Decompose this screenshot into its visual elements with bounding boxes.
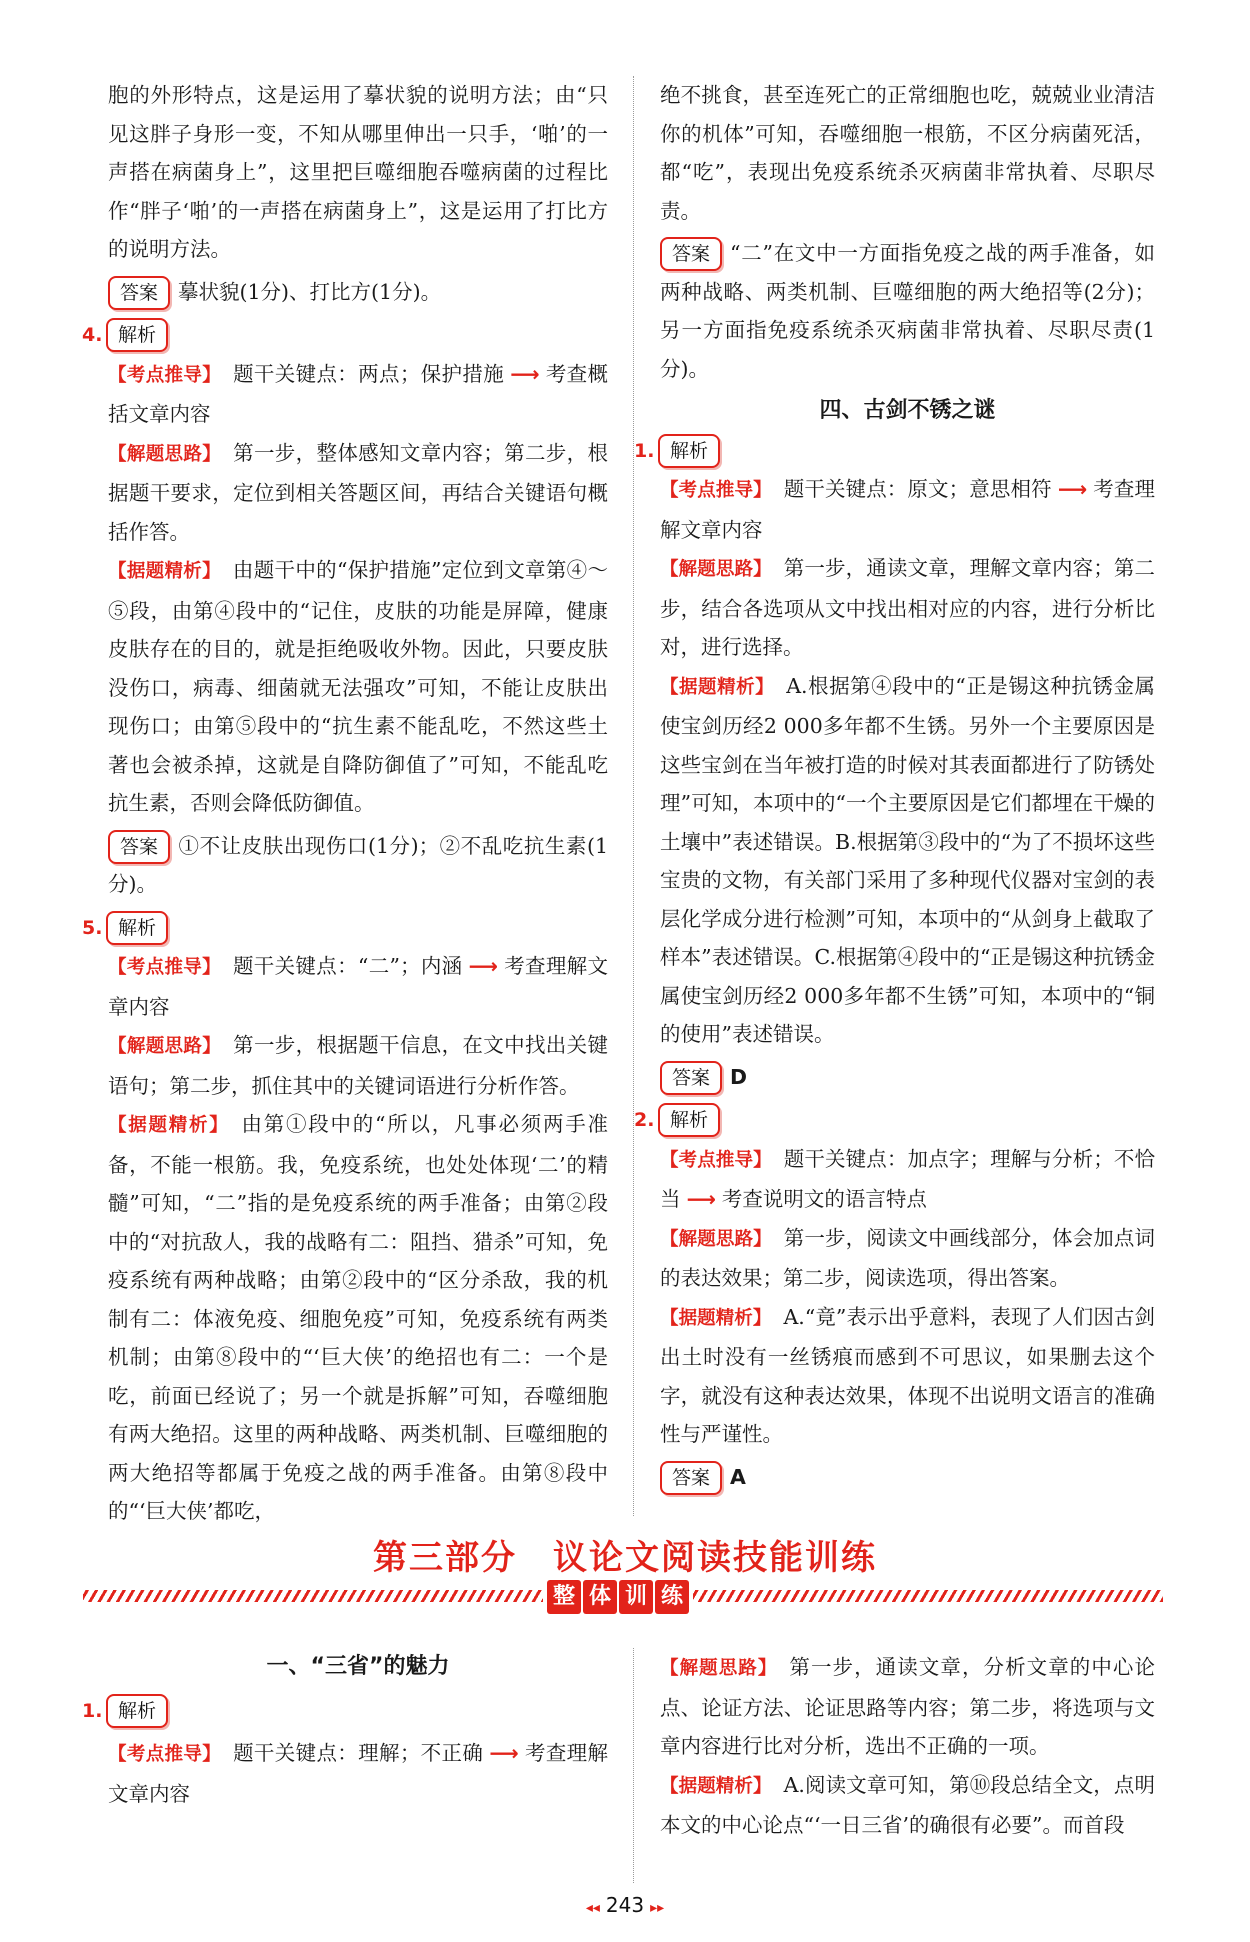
kaodian-tag: 【考点推导】 [108,957,221,978]
b-silu [660,1648,1155,1766]
subtitle-char: 训 [619,1580,653,1614]
q4-kaodian [108,355,608,434]
answer-badge: 答案 [660,237,722,271]
jingxi-tag: 【据题精析】 [660,1307,772,1329]
r-q2-number: 2. [634,1109,655,1131]
r-q2-kaodian [660,1140,1155,1219]
kaodian-keypoints: 题干关键点：原文；意思相符 [783,477,1052,501]
r-q2-jingxi [660,1298,1155,1454]
b-jingxi [660,1766,1155,1845]
silu-text: 第一步，根据题干信息，在文中找出关键语句；第二步，抓住其中的关键词语进行分析作答。 [108,1033,608,1098]
arrow-icon: ⟶ [686,1187,716,1211]
jingxi-text: 由第①段中的“所以，凡事必须两手准备，不能一根筋。我，免疫系统，也处处体现‘二’的精髓”可知，“二”指的是免疫系统的两手准备；由第②段中的“对抗敌人，我的战略有二：阻挡、猎杀”可知，免疫系统有两种战略；由第②段中的“区分杀敌，我的机制有二：体液免疫、细胞免疫”可知，免疫系统有两类机制；由第⑧段中的“‘巨大侠’的绝招也有二：一个是吃，前面已经说了；另一个就是拆解”可知，吞噬细胞有两大绝招。这里的两种战略、两类机制、巨噬细胞的两大绝招等都属于免疫之战的两手准备。由第⑧段中的“‘巨大侠’都吃， [108,1112,608,1523]
r-q1-answer-text: D [730,1064,748,1089]
r-q2-answer [660,1458,1155,1497]
arrow-icon: ⟶ [1057,477,1088,501]
kaodian-result: 考查说明文的语言特点 [721,1187,927,1211]
answer-badge: 答案 [108,830,170,864]
r-q1-number: 1. [634,439,655,462]
silu-text: 第一步，阅读文中画线部分，体会加点词的表达效果；第二步，阅读选项，得出答案。 [660,1225,1155,1290]
kaodian-tag: 【考点推导】 [660,1149,772,1171]
kaodian-keypoints: 题干关键点：理解；不正确 [233,1741,484,1765]
q5-kaodian [108,947,608,1026]
column-divider [633,76,634,1516]
q5-header [82,908,608,948]
kaodian-keypoints: 题干关键点：加点字；理解与分析；不恰当 [660,1146,1155,1211]
bottom-right-column [660,1648,1155,1845]
q5-answer [660,234,1155,388]
jingxi-tag: 【据题精析】 [108,561,221,582]
subtitle-char: 整 [547,1580,581,1614]
r-q1-answer [660,1058,1155,1097]
analysis-badge: 解析 [106,318,168,352]
page-number [0,1893,1250,1917]
answer-badge: 答案 [108,276,170,310]
right-column [634,76,1156,1496]
subtitle-char: 体 [583,1580,617,1614]
jingxi-text: A.“竟”表示出乎意料，表现了人们因古剑出土时没有一丝锈痕而感到不可思议，如果删去这个字，就没有这种表达效果，体现不出说明文语言的准确性与严谨性。 [660,1304,1155,1446]
jingxi-text: A.阅读文章可知，第⑩段总结全文，点明本文的中心论点“‘一日三省’的确很有必要”。而首段 [660,1772,1155,1837]
left-intro-text: 胞的外形特点，这是运用了摹状貌的说明方法；由“只见这胖子身形一变，不知从哪里伸出一只手，‘啪’的一声搭在病菌身上”，这里把巨噬细胞吞噬病菌的过程比作“胖子‘啪’的一声搭在病菌身上”，这是运用了打比方的说明方法。 [108,83,608,261]
kaodian-tag: 【考点推导】 [108,364,222,386]
kaodian-keypoints: 题干关键点：两点；保护措施 [233,361,505,386]
answer-badge: 答案 [660,1061,722,1095]
q4-answer [108,827,608,904]
part-title: 第三部分 议论文阅读技能训练 [373,1538,877,1578]
q5-silu [108,1026,608,1105]
kaodian-result: 考查理解文章内容 [660,477,1156,542]
q5-jingxi [108,1105,608,1531]
analysis-badge: 解析 [658,1103,720,1137]
q5-number: 5. [82,916,103,939]
silu-text: 第一步，通读文章，理解文章内容；第二步，结合各选项从文中找出相对应的内容，进行分析比对，进行选择。 [660,556,1155,659]
r-q1-header [634,431,1155,471]
r-q1-kaodian [660,470,1155,549]
answer-badge: 答案 [660,1461,722,1495]
silu-text: 第一步，整体感知文章内容；第二步，根据题干要求，定位到相关答题区间，再结合关键语句概括作答。 [108,440,608,544]
right-arrows-icon: ▸▸ [650,1900,665,1916]
kaodian-tag: 【考点推导】 [660,480,772,501]
kaodian-result: 考查理解文章内容 [108,1741,609,1806]
q5-answer-text: “二”在文中一方面指免疫之战的两手准备，如两种战略、两类机制、巨噬细胞的两大绝招等(2分)；另一方面指免疫系统杀灭病菌非常执着、尽职尽责(1分)。 [660,241,1155,381]
q3-answer-text: 摹状貌(1分)、打比方(1分)。 [178,279,442,304]
r-q2-header [634,1100,1155,1140]
b-q1-header [82,1691,608,1731]
silu-tag: 【解题思路】 [108,1036,222,1057]
jingxi-tag: 【据题精析】 [108,1115,230,1136]
kaodian-result: 考查理解文章内容 [108,954,608,1019]
jingxi-tag: 【据题精析】 [660,676,775,698]
jingxi-tag: 【据题精析】 [660,1775,772,1797]
subtitle-char: 练 [655,1580,689,1614]
arrow-icon: ⟶ [489,1741,519,1765]
silu-tag: 【解题思路】 [108,443,222,465]
left-arrows-icon: ◂◂ [585,1900,600,1916]
r-q1-silu [660,549,1155,667]
right-cont-text: 绝不挑食，甚至连死亡的正常细胞也吃，兢兢业业清洁你的机体”可知，吞噬细胞一根筋，不区分病菌死活，都“吃”，表现出免疫系统杀灭病菌非常执着、尽职尽责。 [660,83,1155,223]
analysis-badge: 解析 [658,434,720,468]
kaodian-keypoints: 题干关键点：“二”；内涵 [232,954,463,978]
q4-jingxi [108,551,608,823]
bottom-left-column [82,1648,609,1813]
page-number-text: 243 [605,1893,645,1917]
q4-answer-text: ①不让皮肤出现伤口(1分)；②不乱吃抗生素(1分)。 [108,833,608,896]
q4-number: 4. [82,324,103,346]
silu-tag: 【解题思路】 [660,559,772,580]
jingxi-text: 由题干中的“保护措施”定位到文章第④～⑤段，由第④段中的“记住，皮肤的功能是屏障，健康皮肤存在的目的，就是拒绝吸收外物。因此，只要皮肤没伤口，病毒、细菌就无法强攻”可知，不能让皮肤出现伤口；由第⑤段中的“抗生素不能乱吃，不然这些土著也会被杀掉，这就是自降防御值了”可知，不能乱吃抗生素，否则会降低防御值。 [108,558,608,815]
r-q2-silu [660,1219,1155,1298]
arrow-icon: ⟶ [468,954,498,978]
r-q2-answer-text: A [730,1464,746,1489]
column-divider-bottom [633,1648,634,1883]
q4-header [82,315,608,355]
q4-silu [108,434,608,552]
part-subtitle [543,1580,693,1614]
left-column [82,76,609,1531]
silu-text: 第一步，通读文章，分析文章的中心论点、论证方法、论证思路等内容；第二步，将选项与文章内容进行比对分析，选出不正确的一项。 [660,1655,1155,1758]
jingxi-text: A.根据第④段中的“正是锡这种抗锈金属使宝剑历经2 000多年都不生锈。另外一个主要原因是这些宝剑在当年被打造的时候对其表面都进行了防锈处理”可知，本项中的“一个主要原因是它们都埋在干燥的土壤中”表述错误。B.根据第③段中的“为了不损坏这些宝贵的文物，有关部门采用了多种现代仪器对宝剑的表层化学成分进行检测”可知，本项中的“从剑身上截取了样本”表述错误。C.根据第④段中的“正是锡这种抗锈金属使宝剑历经2 000多年都不生锈”可知，本项中的“铜的使用”表述错误。 [660,673,1155,1046]
b-q1-number: 1. [82,1699,103,1722]
section-title: 四、古剑不锈之谜 [819,398,996,423]
arrow-icon: ⟶ [510,361,540,386]
kaodian-tag: 【考点推导】 [108,1744,222,1765]
analysis-badge: 解析 [106,911,168,945]
q3-answer [108,273,608,312]
r-q1-jingxi [660,667,1155,1054]
silu-tag: 【解题思路】 [660,1658,778,1679]
b-q1-kaodian [108,1734,608,1813]
section-title: 一、“三省”的魅力 [266,1654,450,1679]
silu-tag: 【解题思路】 [660,1228,772,1250]
part-header [0,1528,1250,1628]
kaodian-result: 考查概括文章内容 [108,361,609,426]
analysis-badge: 解析 [106,1694,168,1728]
